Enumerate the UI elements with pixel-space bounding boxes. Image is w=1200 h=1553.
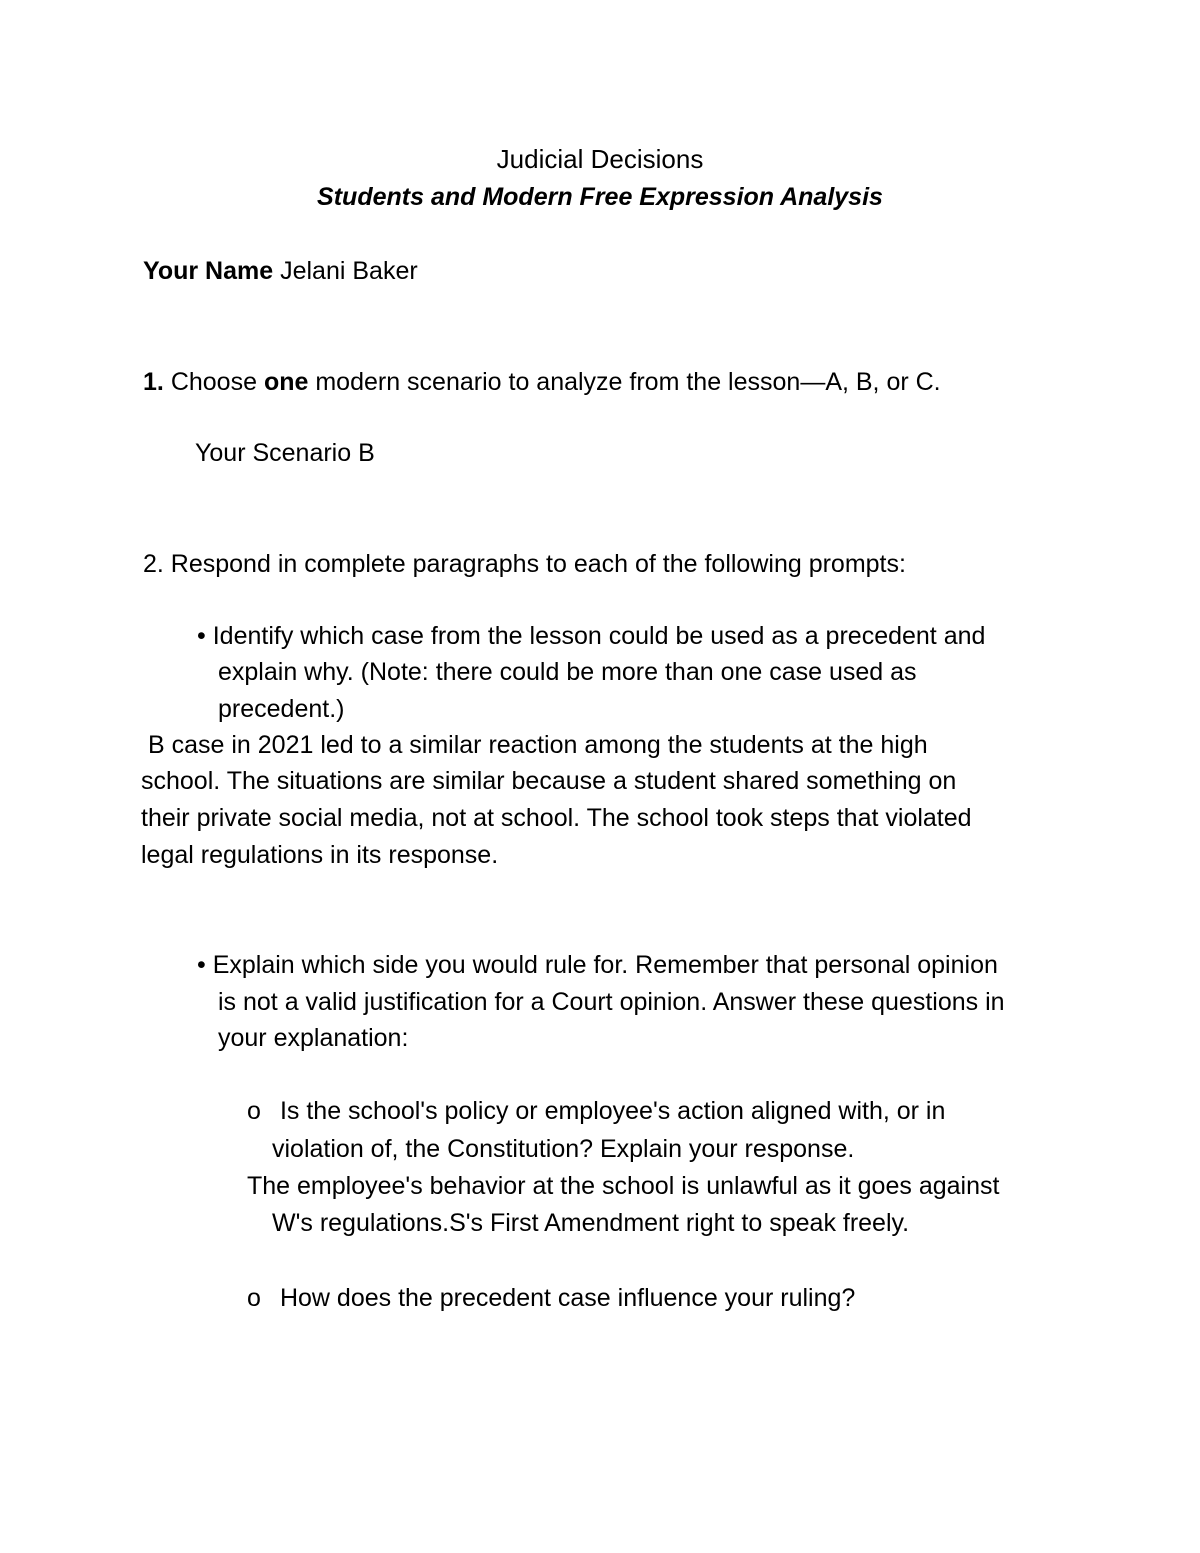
answer-1-line-4: legal regulations in its response. [141,841,499,869]
bullet-2-line-3: your explanation: [218,1024,409,1052]
name-row [143,256,418,286]
document-title: Judicial Decisions [496,144,704,174]
bullet-1-marker: • [197,622,206,650]
scenario-value: B [358,439,375,467]
bullet-1-line-1 [197,621,985,651]
name-value: Jelani Baker [280,257,418,285]
question-1-number: 1. [143,368,164,396]
sub-question-1-line-1 [247,1096,945,1126]
bullet-2-marker: • [197,951,206,979]
scenario-row [195,438,375,468]
sub-question-2 [247,1283,855,1313]
sub-question-2-marker: o [247,1284,261,1312]
document-subtitle: Students and Modern Free Expression Analysis [317,183,883,211]
scenario-label: Your Scenario [195,439,352,467]
bullet-2-line-2: is not a valid justification for a Court opinion. Answer these questions in [218,988,1005,1016]
sub-question-1-line-2: violation of, the Constitution? Explain your response. [272,1135,855,1163]
answer-1-line-1: B case in 2021 led to a similar reaction among the students at the high [148,731,928,759]
bullet-1-line-2: explain why. (Note: there could be more than one case used as [218,658,917,686]
answer-2-line-2: W's regulations.S's First Amendment right to speak freely. [272,1209,910,1237]
question-1-text-after: modern scenario to analyze from the lesson—A, B, or C. [315,368,941,396]
bullet-1-line-3: precedent.) [218,695,345,723]
question-2: 2. Respond in complete paragraphs to each of the following prompts: [143,550,906,578]
sub-question-1-text: Is the school's policy or employee's action aligned with, or in [279,1097,946,1125]
bullet-2-text: Explain which side you would rule for. Remember that personal opinion [212,951,998,979]
answer-1-line-2: school. The situations are similar because a student shared something on [141,767,957,795]
name-label: Your Name [143,257,274,285]
answer-1-line-3: their private social media, not at school. The school took steps that violated [141,804,972,832]
question-1-text-before: Choose [170,368,257,396]
bullet-2-line-1 [197,950,998,980]
question-1 [143,367,941,397]
answer-2-line-1: The employee's behavior at the school is unlawful as it goes against [247,1172,1000,1200]
sub-question-1-marker: o [247,1097,261,1125]
sub-question-2-text: How does the precedent case influence your ruling? [279,1284,856,1312]
question-1-emphasis: one [263,368,309,396]
bullet-1-text: Identify which case from the lesson could be used as a precedent and [212,622,986,650]
